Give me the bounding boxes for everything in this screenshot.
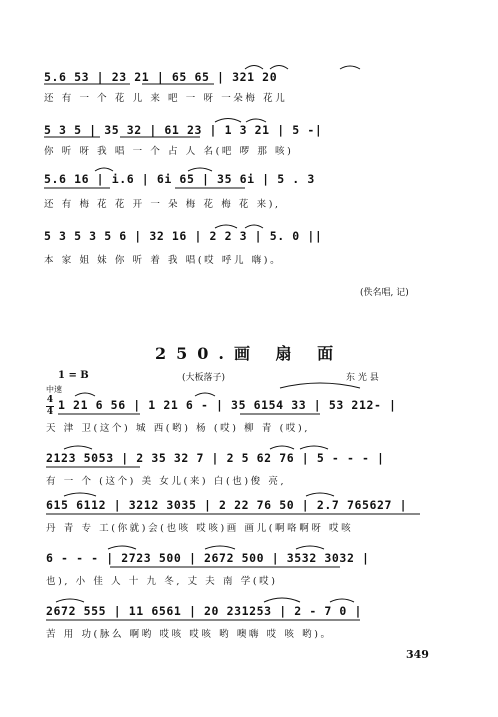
music-style: (大板落子): [182, 373, 226, 383]
region-credit: 东 光 县: [346, 373, 379, 383]
key-signature: 1 = B: [58, 370, 89, 381]
notation-line-1: 5.6 53 | 23 21 | 65 65 | 321 20: [44, 70, 278, 84]
notation-line-5: 1 21 6 56 | 1 21 6 - | 35 6154 33 | 53 212- |: [58, 398, 397, 412]
song-title: 250.画 扇 面: [155, 344, 344, 363]
page-number: 349: [406, 648, 429, 661]
notation-line-9: 2672 555 | 11 6561 | 20 231253 | 2 - 7 0 |: [46, 604, 362, 618]
lyric-line-5: 天 津 卫(这个) 城 西(哟) 杨 (哎) 柳 青 (哎),: [46, 423, 310, 434]
lyric-line-6: 有 一 个 (这个) 美 女儿(来) 白(也)俊 亮,: [46, 476, 287, 487]
lyric-line-9: 苦 用 功(脉么 啊哟 哎咳 哎咳 哟 噢嗨 哎 咳 哟)。: [46, 629, 333, 640]
lyric-line-4: 本 家 姐 妹 你 听 着 我 唱(哎 呼儿 嗨)。: [44, 255, 283, 266]
singer-credit: (佚名唱, 记): [360, 288, 409, 298]
lyric-line-3: 还 有 梅 花 花 开 一 朵 梅 花 梅 花 来),: [44, 199, 281, 210]
lyric-line-1: 还 有 一 个 花 儿 来 吧 一 呀 一朵梅 花儿: [44, 93, 288, 104]
time-signature-bottom: 4: [46, 407, 54, 417]
notation-line-7: 615 6112 | 3212 3035 | 2 22 76 50 | 2.7 765627 |: [46, 498, 408, 512]
lyric-line-8: 也), 小 佳 人 十 九 冬, 丈 夫 南 学(哎): [46, 576, 278, 587]
lyric-line-7: 丹 青 专 工(你就)会(也咳 哎咳)画 画儿(啊咯啊呀 哎咳: [46, 523, 354, 534]
notation-line-6: 2123 5053 | 2 35 32 7 | 2 5 62 76 | 5 - - - |: [46, 451, 385, 465]
tempo-marking: 中速: [46, 385, 62, 394]
time-signature-top: 4: [46, 395, 54, 405]
notation-line-2: 5 3 5 | 35 32 | 61 23 | 1 3 21 | 5 -|: [44, 123, 323, 137]
notation-line-3: 5.6 16 | i.6 | 6i 65 | 35 6i | 5 . 3: [44, 172, 315, 186]
notation-line-4: 5 3 5 3 5 6 | 32 16 | 2 2 3 | 5. 0 ||: [44, 229, 323, 243]
notation-line-8: 6 - - - | 2723 500 | 2672 500 | 3532 3032 |: [46, 551, 370, 565]
lyric-line-2: 你 听 呀 我 唱 一 个 占 人 名(吧 啰 那 咳): [44, 146, 294, 157]
